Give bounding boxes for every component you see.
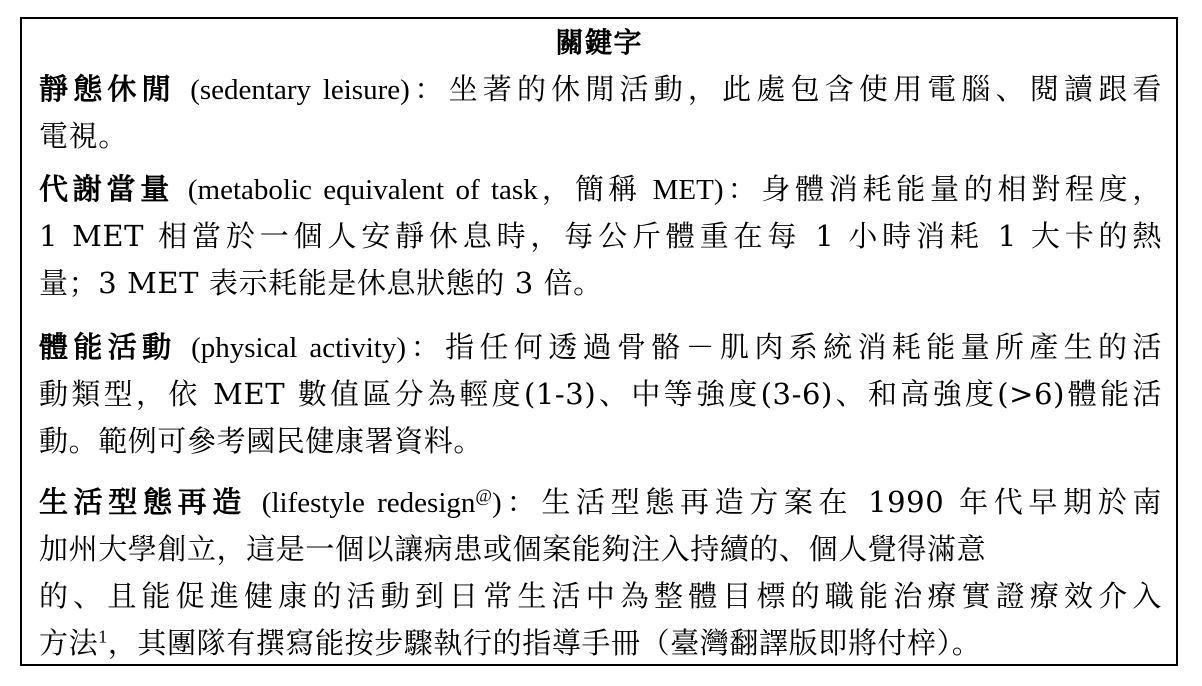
definition-text: ：坐著的休閒活動，此處包含使用電腦、閱讀跟看	[409, 72, 1163, 106]
term-label: 生活型態再造	[39, 485, 247, 519]
definition-line-last	[39, 623, 1162, 663]
definition-line: 動類型，依 MET 數值區分為輕度(1-3)、中等強度(3-6)、和高強度(>6)體能活	[39, 377, 1162, 411]
definition-text: ：生活型態再造方案在 1990 年代早期於南	[501, 485, 1162, 519]
definition-line: 動。範例可參考國民健康署資料。	[39, 424, 484, 458]
definition-text: 方法	[39, 626, 99, 660]
term-english: (physical activity)	[191, 332, 407, 364]
term-label: 靜態休閒	[39, 72, 176, 106]
term-label: 代謝當量	[39, 172, 174, 206]
term-english: (metabolic equivalent of task，簡稱 MET)	[187, 174, 724, 206]
trademark-mark: @	[475, 485, 492, 506]
keyword-box	[20, 17, 1178, 666]
term-english: (sedentary leisure)	[190, 74, 410, 106]
entry-physical-activity	[39, 327, 1162, 368]
box-title: 關鍵字	[555, 26, 643, 59]
definition-line: 1 MET 相當於一個人安靜休息時，每公斤體重在每 1 小時消耗 1 大卡的熱	[39, 219, 1162, 253]
definition-text: ：指任何透過骨骼－肌肉系統消耗能量所產生的活	[406, 330, 1163, 364]
entry-lifestyle-redesign	[39, 482, 1162, 523]
definition-text: ：身體消耗能量的相對程度，	[723, 172, 1162, 206]
definition-line: 電視。	[39, 119, 128, 153]
entry-sedentary-leisure	[39, 69, 1162, 110]
term-english-text: (lifestyle redesign	[261, 487, 476, 519]
definition-line: 加州大學創立，這是一個以讓病患或個案能夠注入持續的、個人覺得滿意	[39, 532, 987, 566]
term-english-close: )	[491, 487, 502, 519]
term-english	[262, 487, 502, 519]
footnote-marker: 1	[98, 626, 108, 647]
definition-text: ，其團隊有撰寫能按步驟執行的指導手冊（臺灣翻譯版即將付梓）。	[107, 626, 982, 660]
term-label: 體能活動	[39, 330, 177, 364]
definition-line: 的、且能促進健康的活動到日常生活中為整體目標的職能治療實證療效介入	[39, 579, 1162, 613]
definition-line: 量；3 MET 表示耗能是休息狀態的 3 倍。	[39, 266, 603, 300]
entry-metabolic-equivalent	[39, 169, 1162, 210]
